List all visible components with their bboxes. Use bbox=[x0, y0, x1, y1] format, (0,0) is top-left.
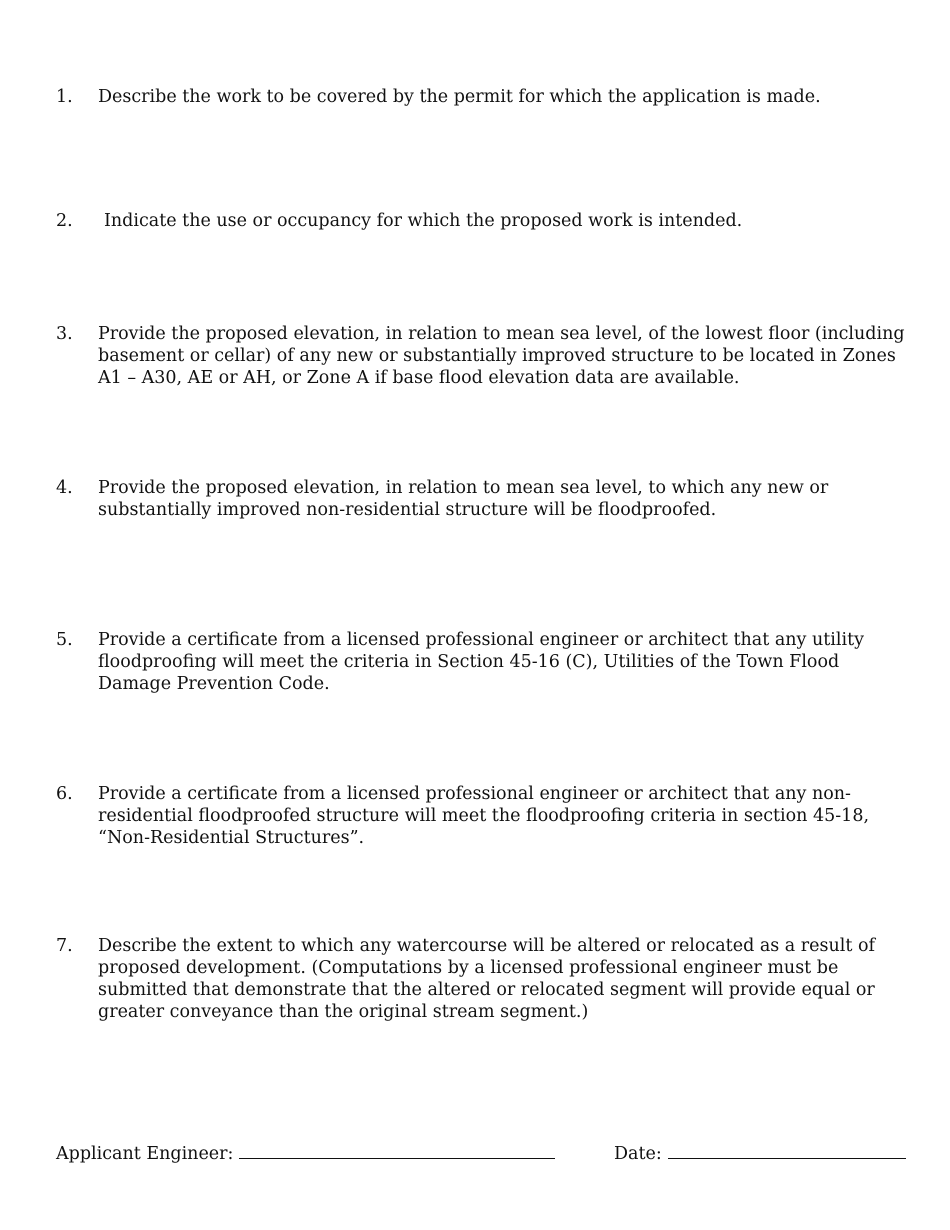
question-text: Describe the extent to which any watercourse will be altered or relocated as a result of proposed development. (Computations by a licensed professional engineer must be submitted that demonstrate that the altered or relocated segment will provide equal or greater conveyance than the original stream segment.) bbox=[98, 936, 875, 1022]
date-label: Date: bbox=[614, 1144, 662, 1164]
question-text: Describe the work to be covered by the permit for which the application is made. bbox=[98, 87, 821, 107]
question-number: 7. bbox=[56, 936, 73, 956]
engineer-signature-field bbox=[56, 1140, 555, 1165]
question-text: Indicate the use or occupancy for which the proposed work is intended. bbox=[104, 211, 743, 231]
question-number: 4. bbox=[56, 478, 73, 498]
engineer-signature-line[interactable] bbox=[239, 1140, 555, 1159]
question-number: 2. bbox=[56, 211, 73, 231]
date-line[interactable] bbox=[668, 1140, 906, 1159]
question-number: 3. bbox=[56, 324, 73, 344]
question-number: 5. bbox=[56, 630, 73, 650]
question-text: Provide the proposed elevation, in relation to mean sea level, of the lowest floor (including basement or cellar) of any new or substantially improved structure to be located in Zones A1 – A30, AE or AH, or Zone A if base flood elevation data are available. bbox=[98, 324, 905, 388]
question-number: 6. bbox=[56, 784, 73, 804]
date-field bbox=[614, 1140, 906, 1165]
question-text: Provide a certificate from a licensed professional engineer or architect that any non- residential floodproofed structure will meet the floodproofing criteria in section 45-18, “Non-Residential Structures”. bbox=[98, 784, 870, 848]
question-number: 1. bbox=[56, 87, 73, 107]
engineer-label: Applicant Engineer: bbox=[56, 1144, 234, 1164]
question-text: Provide a certificate from a licensed professional engineer or architect that any utility floodproofing will meet the criteria in Section 45-16 (C), Utilities of the Town Flood Damage Prevention Code. bbox=[98, 630, 864, 694]
question-text: Provide the proposed elevation, in relation to mean sea level, to which any new or substantially improved non-residential structure will be floodproofed. bbox=[98, 478, 829, 520]
